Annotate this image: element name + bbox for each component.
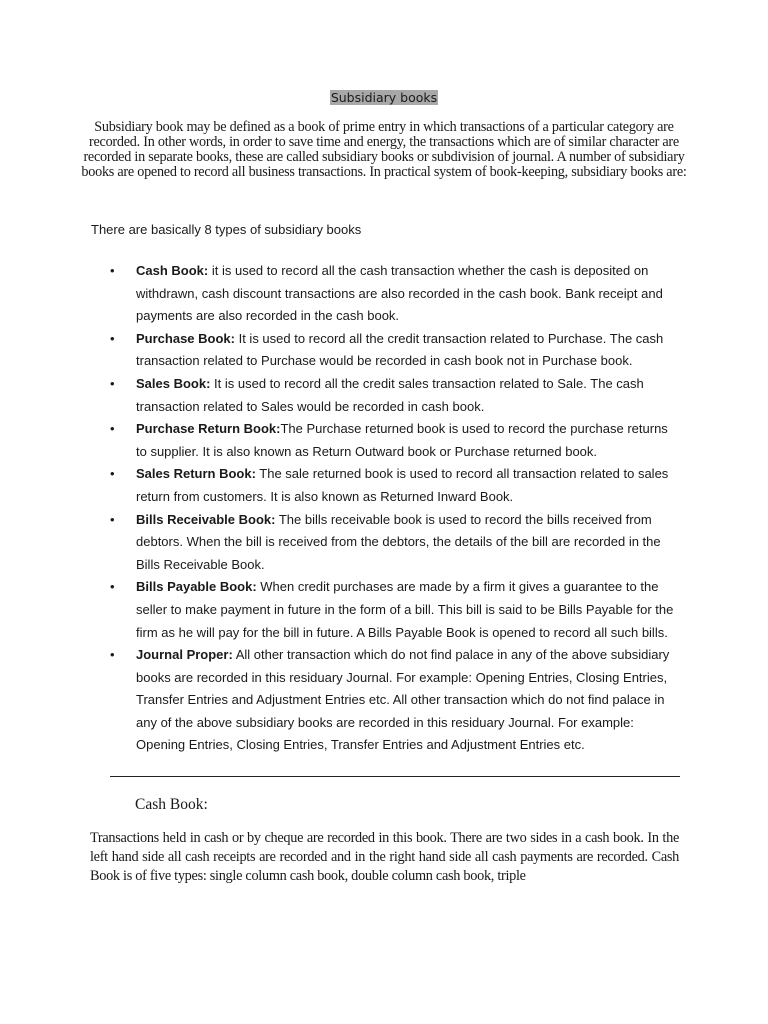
bullet-icon: • — [110, 511, 115, 527]
list-item-term: Bills Payable Book: — [136, 579, 257, 595]
list-item — [110, 418, 680, 463]
list-item-text: It is used to record all the credit transaction related to Purchase. The cash transaction related to Purchase would be recorded in cash book not in Purchase book. — [136, 330, 664, 369]
bullet-icon: • — [110, 466, 115, 482]
bullet-icon: • — [110, 263, 115, 278]
list-item-text: The bills receivable book is used to record the bills received from debtors. When the bill is received from the debtors, the details of the bill are recorded in the Bills Receivable Book. — [136, 511, 661, 572]
section-heading: Cash Book: — [135, 796, 208, 813]
section-paragraph: Transactions held in cash or by cheque are recorded in this book. There are two sides in a cash book. In the left hand side all cash receipts are recorded and in the right hand side all cash payments are recorded. Cash Book is of five types: single column cash book, double column cash book, triple — [90, 830, 679, 885]
page-title-text: Subsidiary books — [330, 90, 438, 105]
list-item — [110, 576, 680, 644]
bullet-icon: • — [110, 421, 115, 437]
list-item-term: Sales Return Book: — [136, 466, 256, 482]
list-item-text: All other transaction which do not find palace in any of the above subsidiary books are recorded in this residuary Journal. For example: Opening Entries, Closing Entries, Transfer Entries and Adjustment Entries etc. All other transaction which do not find palace in any of the above subsidiary books are recorded in this residuary Journal. For example: Opening Entries, Closing Entries, Transfer Entries and Adjustment Entries etc. — [136, 647, 670, 753]
page-title — [0, 89, 768, 106]
list-item — [110, 463, 680, 508]
bullet-icon: • — [110, 375, 115, 391]
list-item-text: When credit purchases are made by a firm it gives a guarantee to the seller to make payment in future in the form of a bill. This bill is said to be Bills Payable for the firm as he will pay for the bill in future. A Bills Payable Book is opened to record all such bills. — [136, 579, 674, 640]
horizontal-divider — [110, 776, 680, 777]
list-item-term: Cash Book: — [136, 263, 209, 278]
list-item — [110, 644, 680, 757]
list-item-term: Journal Proper: — [136, 647, 233, 663]
bullet-icon: • — [110, 647, 115, 663]
list-item-term: Purchase Return Book: — [136, 421, 281, 437]
list-item-term: Purchase Book: — [136, 330, 235, 346]
list-item-term: Sales Book: — [136, 375, 211, 391]
list-item-text: The Purchase returned book is used to record the purchase returns to supplier. It is also known as Return Outward book or Purchase returned book. — [136, 421, 668, 459]
bullet-icon: • — [110, 579, 115, 595]
lead-sentence: There are basically 8 types of subsidiary books — [91, 222, 362, 237]
list-item-term: Bills Receivable Book: — [136, 511, 276, 527]
list-item — [110, 373, 680, 418]
list-item-text: The sale returned book is used to record all transaction related to sales return from customers. It is also known as Returned Inward Book. — [136, 466, 669, 504]
subsidiary-books-list — [110, 260, 680, 757]
bullet-icon: • — [110, 330, 115, 346]
list-item — [110, 328, 680, 373]
list-item — [110, 260, 680, 328]
intro-paragraph: Subsidiary book may be defined as a book of prime entry in which transactions of a particular category are recorded. In other words, in order to save time and energy, the transactions which are of similar character are recorded in separate books, these are called subsidiary books or subdivision of journal. A number of subsidiary books are opened to record all business transactions. In practical system of book-keeping, subsidiary books are: — [81, 119, 687, 180]
list-item — [110, 509, 680, 577]
list-item-text: It is used to record all the credit sales transaction related to Sale. The cash transaction related to Sales would be recorded in cash book. — [136, 375, 644, 414]
list-item-text: it is used to record all the cash transaction whether the cash is deposited on withdrawn, cash discount transactions are also recorded in the cash book. Bank receipt and payments are also recorded in the cash book. — [136, 263, 663, 324]
